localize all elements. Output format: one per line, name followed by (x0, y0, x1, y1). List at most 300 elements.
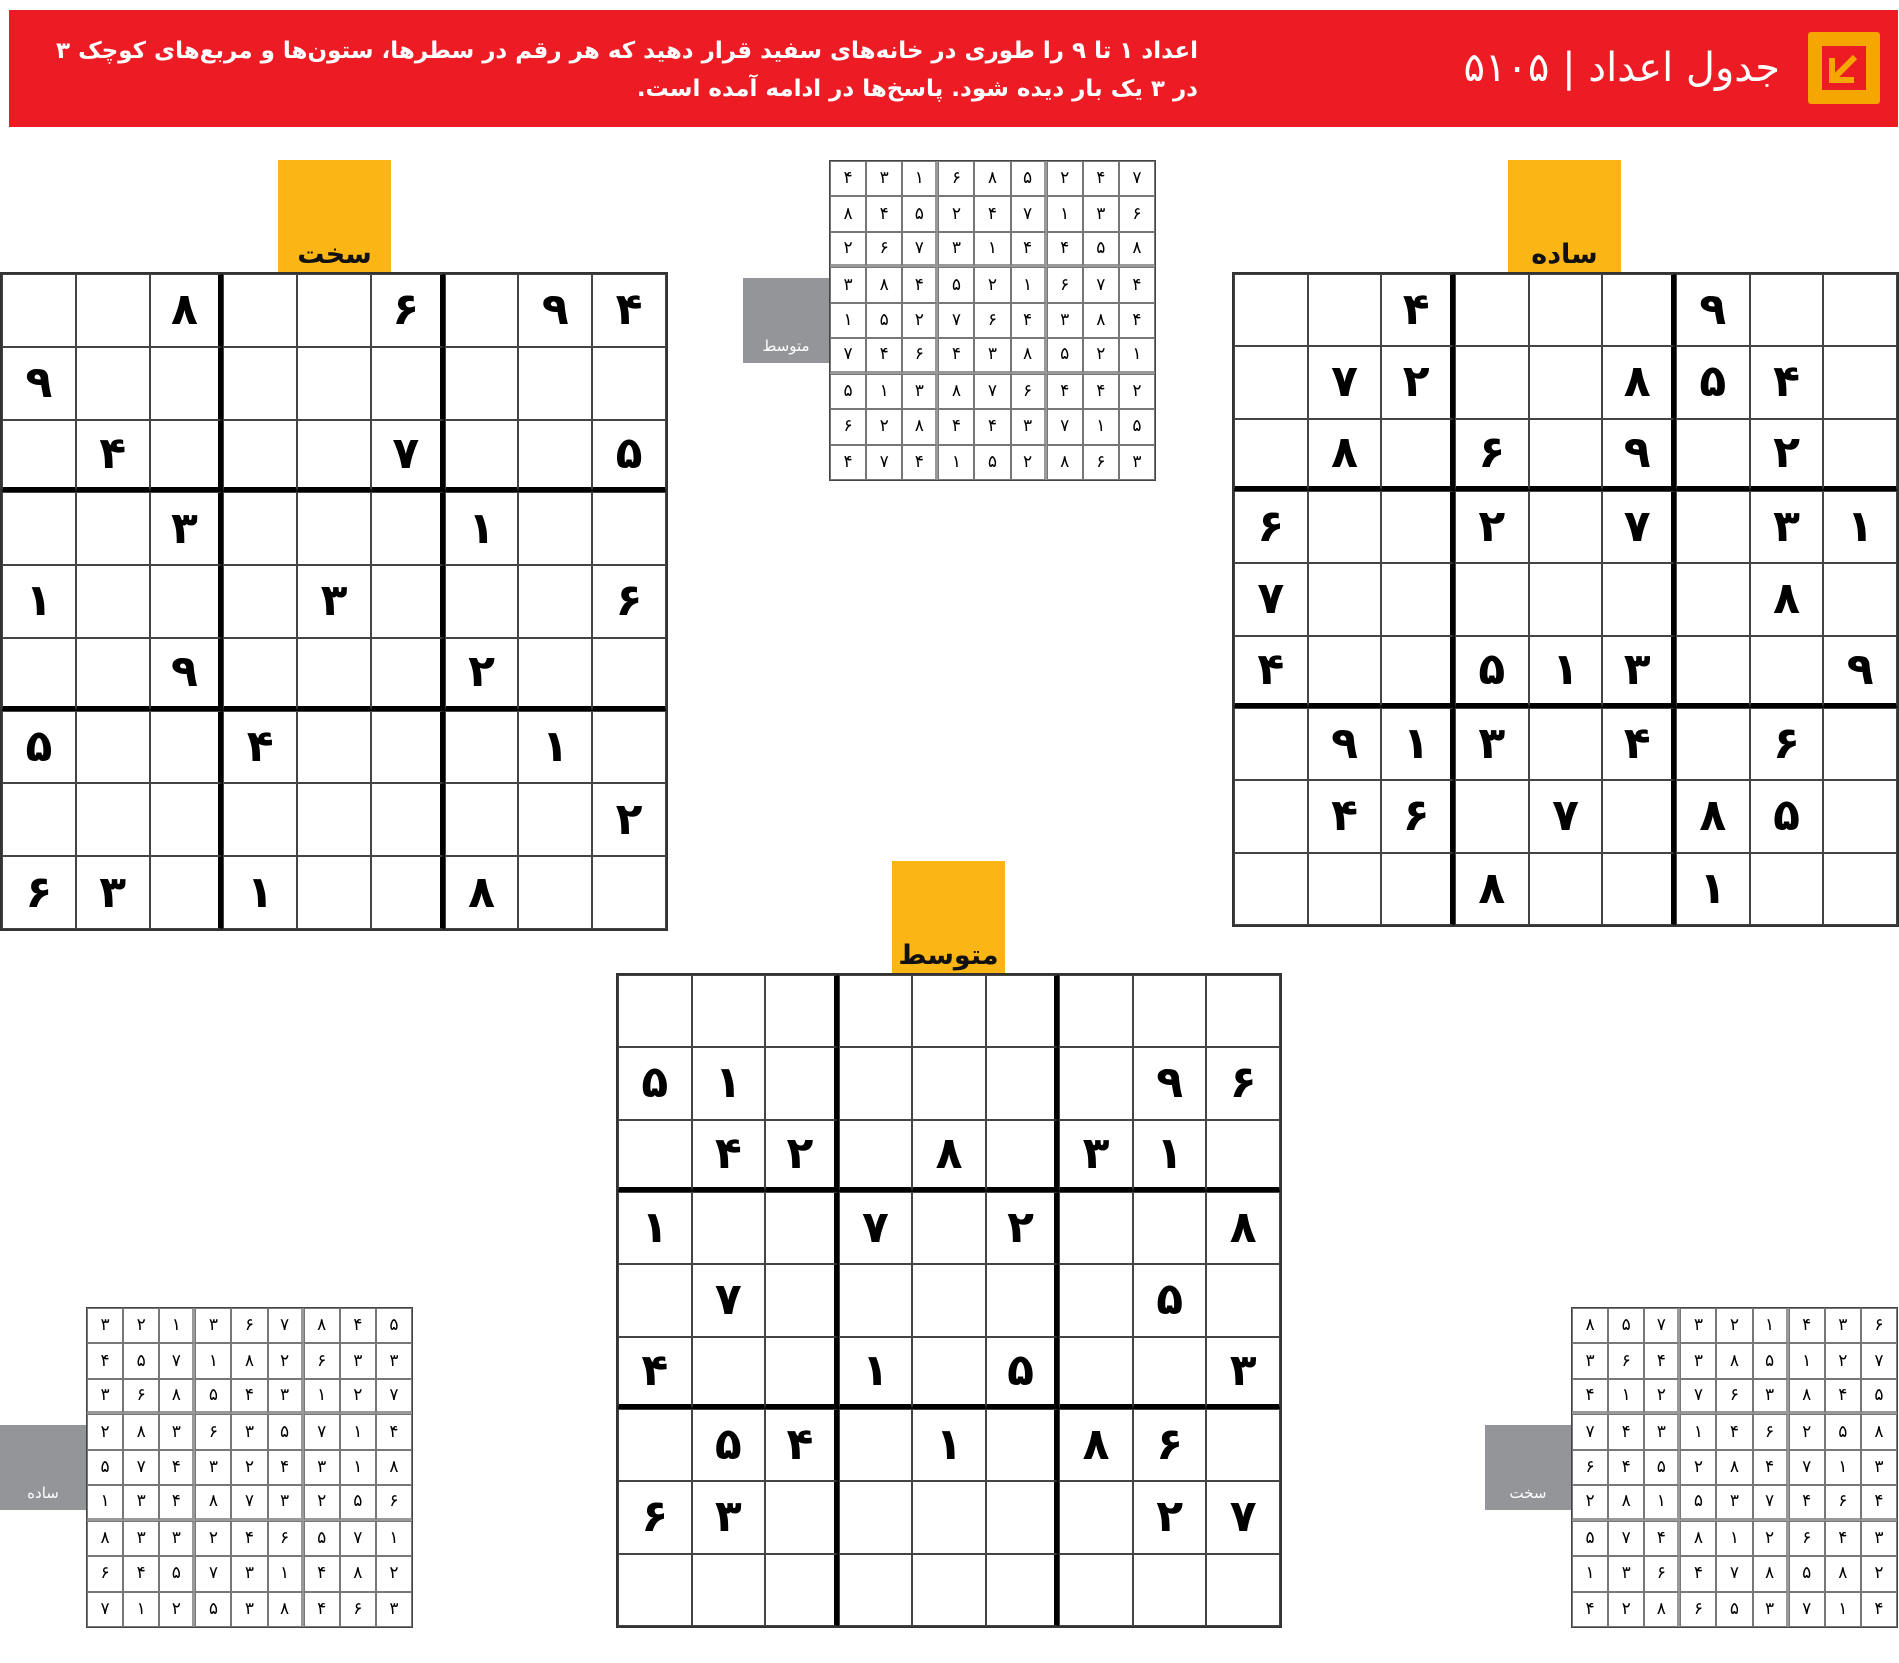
easy-puzzle-cell[interactable] (1823, 853, 1897, 925)
medium-answer-cell: ۲ (1119, 374, 1155, 409)
medium-answer-cell: ۵ (1011, 161, 1047, 196)
easy-puzzle-cell[interactable]: ۲ (1455, 491, 1529, 563)
medium-puzzle-cell[interactable] (618, 1409, 692, 1481)
medium-puzzle-cell[interactable] (765, 975, 839, 1047)
easy-puzzle-cell[interactable] (1823, 419, 1897, 491)
hard-puzzle-cell[interactable] (223, 274, 297, 347)
hard-answer-cell: ۴ (1680, 1556, 1716, 1591)
hard-puzzle-cell[interactable] (445, 420, 519, 493)
hard-puzzle-cell[interactable] (297, 492, 371, 565)
easy-puzzle-cell[interactable]: ۴ (1381, 274, 1455, 346)
medium-puzzle-cell[interactable] (765, 1047, 839, 1119)
easy-puzzle-cell[interactable] (1823, 780, 1897, 852)
medium-puzzle-cell[interactable] (986, 1047, 1060, 1119)
hard-puzzle-cell[interactable] (592, 711, 666, 784)
hard-puzzle-cell[interactable]: ۱ (223, 856, 297, 929)
hard-puzzle-cell[interactable] (371, 347, 445, 420)
medium-puzzle-cell[interactable]: ۹ (1133, 1047, 1207, 1119)
hard-puzzle-cell[interactable] (297, 638, 371, 711)
medium-puzzle-cell[interactable] (1059, 975, 1133, 1047)
medium-puzzle-cell[interactable] (1133, 1192, 1207, 1264)
hard-puzzle-cell[interactable] (445, 274, 519, 347)
easy-puzzle-cell[interactable]: ۹ (1676, 274, 1750, 346)
hard-puzzle-cell[interactable]: ۲ (445, 638, 519, 711)
hard-puzzle-cell[interactable] (518, 856, 592, 929)
hard-answer-cell: ۳ (1753, 1379, 1789, 1414)
hard-puzzle-cell[interactable] (297, 711, 371, 784)
hard-puzzle-cell[interactable] (518, 492, 592, 565)
hard-puzzle-cell[interactable] (371, 711, 445, 784)
hard-puzzle-cell[interactable] (223, 783, 297, 856)
easy-puzzle-cell[interactable] (1234, 708, 1308, 780)
medium-sudoku-grid[interactable] (616, 973, 1282, 1628)
easy-puzzle-cell[interactable]: ۶ (1455, 419, 1529, 491)
medium-answer-cell: ۱ (938, 445, 974, 480)
medium-puzzle-cell[interactable] (1206, 1264, 1280, 1336)
hard-answer-cell: ۴ (1608, 1450, 1644, 1485)
medium-puzzle-cell[interactable] (692, 975, 766, 1047)
hard-puzzle-cell[interactable] (150, 783, 224, 856)
easy-puzzle-cell[interactable]: ۸ (1750, 563, 1824, 635)
medium-puzzle-cell[interactable] (1133, 1337, 1207, 1409)
hard-puzzle-cell[interactable] (150, 856, 224, 929)
hard-answer-cell: ۸ (1716, 1343, 1752, 1378)
medium-puzzle-cell[interactable]: ۱ (839, 1337, 913, 1409)
medium-puzzle-cell[interactable]: ۲ (765, 1120, 839, 1192)
hard-puzzle-cell[interactable] (223, 420, 297, 493)
easy-puzzle-cell[interactable] (1750, 853, 1824, 925)
hard-puzzle-cell[interactable] (445, 783, 519, 856)
hard-puzzle-cell[interactable] (150, 420, 224, 493)
hard-puzzle-cell[interactable] (76, 638, 150, 711)
medium-puzzle-cell[interactable] (839, 1481, 913, 1553)
medium-answer-cell: ۱ (1011, 267, 1047, 302)
medium-puzzle-cell[interactable]: ۶ (618, 1481, 692, 1553)
medium-answer-cell: ۳ (830, 267, 866, 302)
hard-answer-cell: ۴ (1825, 1521, 1861, 1556)
hard-puzzle-cell[interactable]: ۷ (371, 420, 445, 493)
medium-puzzle-cell[interactable] (986, 1554, 1060, 1626)
easy-puzzle-cell[interactable] (1676, 563, 1750, 635)
easy-puzzle-cell[interactable]: ۸ (1602, 346, 1676, 418)
medium-answer-cell: ۴ (902, 445, 938, 480)
easy-puzzle-cell[interactable] (1750, 636, 1824, 708)
hard-puzzle-cell[interactable] (150, 347, 224, 420)
hard-puzzle-cell[interactable] (592, 347, 666, 420)
medium-puzzle-cell[interactable] (986, 975, 1060, 1047)
hard-puzzle-cell[interactable] (76, 711, 150, 784)
hard-puzzle-cell[interactable] (76, 492, 150, 565)
easy-puzzle-cell[interactable]: ۳ (1602, 636, 1676, 708)
medium-puzzle-cell[interactable] (839, 1409, 913, 1481)
hard-answer-cell: ۵ (1716, 1592, 1752, 1627)
hard-puzzle-cell[interactable] (223, 347, 297, 420)
medium-puzzle-cell[interactable] (1133, 1554, 1207, 1626)
easy-puzzle-cell[interactable] (1381, 636, 1455, 708)
medium-puzzle-cell[interactable]: ۴ (765, 1409, 839, 1481)
easy-answer-cell: ۸ (159, 1379, 195, 1414)
easy-puzzle-cell[interactable]: ۸ (1455, 853, 1529, 925)
medium-puzzle-cell[interactable] (692, 1554, 766, 1626)
hard-answer-cell: ۲ (1680, 1450, 1716, 1485)
hard-puzzle-cell[interactable] (150, 565, 224, 638)
medium-puzzle-cell[interactable] (1133, 975, 1207, 1047)
medium-puzzle-cell[interactable] (839, 1264, 913, 1336)
easy-puzzle-cell[interactable] (1381, 563, 1455, 635)
medium-puzzle-cell[interactable] (1206, 975, 1280, 1047)
medium-puzzle-cell[interactable]: ۱ (618, 1192, 692, 1264)
easy-puzzle-cell[interactable] (1381, 491, 1455, 563)
hard-puzzle-cell[interactable] (297, 856, 371, 929)
easy-puzzle-cell[interactable]: ۹ (1308, 708, 1382, 780)
medium-puzzle-cell[interactable] (986, 1481, 1060, 1553)
hard-answer-cell: ۴ (1572, 1592, 1608, 1627)
easy-puzzle-cell[interactable] (1234, 853, 1308, 925)
easy-answer-cell: ۲ (304, 1485, 340, 1520)
easy-puzzle-cell[interactable] (1234, 346, 1308, 418)
medium-puzzle-cell[interactable] (1059, 1337, 1133, 1409)
medium-puzzle-cell[interactable]: ۸ (1206, 1192, 1280, 1264)
medium-puzzle-cell[interactable] (912, 1047, 986, 1119)
medium-puzzle-cell[interactable] (986, 1120, 1060, 1192)
hard-puzzle-cell[interactable] (445, 347, 519, 420)
hard-puzzle-cell[interactable] (371, 492, 445, 565)
hard-puzzle-cell[interactable]: ۵ (2, 711, 76, 784)
easy-puzzle-cell[interactable]: ۶ (1234, 491, 1308, 563)
medium-answer-cell: ۲ (974, 267, 1010, 302)
hard-puzzle-cell[interactable] (518, 638, 592, 711)
hard-puzzle-cell[interactable] (2, 783, 76, 856)
hard-puzzle-cell[interactable] (518, 565, 592, 638)
easy-puzzle-cell[interactable] (1529, 853, 1603, 925)
easy-puzzle-cell[interactable] (1308, 636, 1382, 708)
medium-answer-cell: ۲ (830, 232, 866, 267)
hard-puzzle-cell[interactable]: ۳ (297, 565, 371, 638)
easy-puzzle-cell[interactable] (1529, 491, 1603, 563)
hard-puzzle-cell[interactable]: ۴ (76, 420, 150, 493)
easy-puzzle-cell[interactable] (1529, 419, 1603, 491)
easy-puzzle-cell[interactable]: ۴ (1602, 708, 1676, 780)
hard-puzzle-cell[interactable] (592, 638, 666, 711)
easy-puzzle-cell[interactable] (1234, 419, 1308, 491)
medium-puzzle-cell[interactable] (618, 975, 692, 1047)
hard-puzzle-cell[interactable] (76, 565, 150, 638)
medium-puzzle-cell[interactable] (986, 1264, 1060, 1336)
hard-answer-cell: ۲ (1825, 1343, 1861, 1378)
hard-answer-cell: ۸ (1861, 1414, 1897, 1449)
easy-answer-cell: ۴ (231, 1379, 267, 1414)
hard-puzzle-cell[interactable]: ۶ (592, 565, 666, 638)
hard-puzzle-cell[interactable]: ۲ (592, 783, 666, 856)
easy-puzzle-cell[interactable] (1455, 780, 1529, 852)
hard-puzzle-cell[interactable] (2, 274, 76, 347)
easy-puzzle-cell[interactable]: ۴ (1308, 780, 1382, 852)
medium-puzzle-cell[interactable] (1206, 1120, 1280, 1192)
medium-puzzle-cell[interactable] (1206, 1554, 1280, 1626)
easy-puzzle-cell[interactable] (1823, 346, 1897, 418)
medium-puzzle-cell[interactable]: ۱ (912, 1409, 986, 1481)
easy-puzzle-cell[interactable]: ۷ (1234, 563, 1308, 635)
hard-puzzle-cell[interactable] (223, 638, 297, 711)
medium-puzzle-cell[interactable]: ۳ (692, 1481, 766, 1553)
hard-sudoku-grid[interactable] (0, 272, 668, 931)
hard-puzzle-cell[interactable] (76, 274, 150, 347)
hard-answer-cell: ۱ (1789, 1343, 1825, 1378)
medium-puzzle-cell[interactable]: ۳ (1206, 1337, 1280, 1409)
hard-puzzle-cell[interactable]: ۹ (2, 347, 76, 420)
hard-puzzle-cell[interactable] (2, 492, 76, 565)
easy-puzzle-cell[interactable]: ۵ (1676, 346, 1750, 418)
medium-puzzle-cell[interactable]: ۵ (618, 1047, 692, 1119)
hard-puzzle-cell[interactable]: ۱ (2, 565, 76, 638)
hard-puzzle-cell[interactable] (371, 638, 445, 711)
hard-puzzle-cell[interactable]: ۶ (371, 274, 445, 347)
hard-puzzle-cell[interactable]: ۸ (445, 856, 519, 929)
easy-puzzle-cell[interactable] (1750, 274, 1824, 346)
easy-puzzle-cell[interactable] (1676, 636, 1750, 708)
hard-puzzle-cell[interactable] (518, 347, 592, 420)
easy-puzzle-cell[interactable]: ۱ (1529, 636, 1603, 708)
medium-puzzle-cell[interactable] (986, 1409, 1060, 1481)
easy-puzzle-cell[interactable] (1381, 419, 1455, 491)
easy-puzzle-cell[interactable] (1234, 780, 1308, 852)
medium-puzzle-cell[interactable]: ۱ (692, 1047, 766, 1119)
hard-answer-cell: ۷ (1680, 1379, 1716, 1414)
easy-answer-cell: ۵ (304, 1521, 340, 1556)
medium-puzzle-cell[interactable] (1059, 1192, 1133, 1264)
hard-puzzle-cell[interactable] (76, 783, 150, 856)
medium-puzzle-cell[interactable] (839, 1047, 913, 1119)
medium-puzzle-cell[interactable] (765, 1264, 839, 1336)
easy-puzzle-cell[interactable] (1529, 563, 1603, 635)
hard-puzzle-cell[interactable]: ۱ (445, 492, 519, 565)
medium-puzzle-cell[interactable] (912, 1337, 986, 1409)
medium-puzzle-cell[interactable]: ۲ (1133, 1481, 1207, 1553)
hard-puzzle-cell[interactable]: ۹ (518, 274, 592, 347)
medium-answer-cell: ۷ (938, 303, 974, 338)
easy-puzzle-cell[interactable] (1381, 853, 1455, 925)
medium-puzzle-cell[interactable] (912, 1554, 986, 1626)
medium-puzzle-cell[interactable] (618, 1554, 692, 1626)
hard-puzzle-cell[interactable] (371, 783, 445, 856)
hard-answer-cell: ۶ (1861, 1308, 1897, 1343)
easy-puzzle-cell[interactable]: ۱ (1676, 853, 1750, 925)
easy-puzzle-cell[interactable] (1823, 563, 1897, 635)
medium-answer-cell: ۱ (1119, 338, 1155, 373)
medium-puzzle-cell[interactable] (692, 1337, 766, 1409)
medium-puzzle-cell[interactable] (692, 1192, 766, 1264)
medium-puzzle-cell[interactable]: ۳ (1059, 1120, 1133, 1192)
medium-puzzle-cell[interactable] (839, 975, 913, 1047)
easy-puzzle-cell[interactable] (1455, 274, 1529, 346)
hard-puzzle-cell[interactable] (76, 347, 150, 420)
hard-puzzle-cell[interactable] (297, 420, 371, 493)
hard-puzzle-cell[interactable]: ۵ (592, 420, 666, 493)
hard-answer-cell: ۷ (1572, 1414, 1608, 1449)
medium-puzzle-cell[interactable]: ۶ (1133, 1409, 1207, 1481)
medium-puzzle-cell[interactable] (1059, 1481, 1133, 1553)
hard-puzzle-cell[interactable] (445, 711, 519, 784)
medium-puzzle-cell[interactable]: ۵ (986, 1337, 1060, 1409)
easy-puzzle-cell[interactable] (1602, 853, 1676, 925)
hard-puzzle-cell[interactable] (297, 783, 371, 856)
easy-puzzle-cell[interactable] (1308, 274, 1382, 346)
hard-puzzle-cell[interactable] (223, 565, 297, 638)
easy-puzzle-cell[interactable]: ۱ (1381, 708, 1455, 780)
easy-answer-cell: ۶ (87, 1556, 123, 1591)
easy-puzzle-cell[interactable]: ۸ (1676, 780, 1750, 852)
hard-answer-cell: ۶ (1644, 1556, 1680, 1591)
hard-answer-cell: ۸ (1716, 1450, 1752, 1485)
hard-answer-cell: ۶ (1789, 1521, 1825, 1556)
medium-puzzle-cell[interactable]: ۵ (692, 1409, 766, 1481)
hard-puzzle-cell[interactable] (592, 492, 666, 565)
medium-puzzle-cell[interactable] (912, 1481, 986, 1553)
medium-answer-cell: ۶ (902, 338, 938, 373)
easy-puzzle-cell[interactable] (1308, 491, 1382, 563)
hard-answer-cell: ۵ (1644, 1450, 1680, 1485)
easy-puzzle-cell[interactable] (1529, 708, 1603, 780)
medium-puzzle-cell[interactable] (765, 1337, 839, 1409)
medium-answer-cell: ۳ (938, 232, 974, 267)
easy-puzzle-cell[interactable]: ۳ (1750, 491, 1824, 563)
hard-puzzle-cell[interactable]: ۹ (150, 638, 224, 711)
hard-puzzle-cell[interactable] (371, 856, 445, 929)
easy-puzzle-cell[interactable] (1602, 274, 1676, 346)
hard-puzzle-cell[interactable]: ۱ (518, 711, 592, 784)
easy-puzzle-cell[interactable] (1676, 419, 1750, 491)
medium-puzzle-cell[interactable]: ۷ (839, 1192, 913, 1264)
easy-puzzle-cell[interactable] (1823, 274, 1897, 346)
easy-puzzle-cell[interactable]: ۲ (1750, 419, 1824, 491)
easy-answer-cell: ۲ (268, 1343, 304, 1378)
easy-puzzle-cell[interactable]: ۱ (1823, 491, 1897, 563)
hard-puzzle-cell[interactable] (297, 347, 371, 420)
hard-puzzle-cell[interactable] (592, 856, 666, 929)
medium-puzzle-cell[interactable] (839, 1554, 913, 1626)
medium-puzzle-cell[interactable] (765, 1481, 839, 1553)
easy-puzzle-cell[interactable]: ۷ (1602, 491, 1676, 563)
hard-puzzle-cell[interactable] (2, 638, 76, 711)
hard-puzzle-cell[interactable] (2, 420, 76, 493)
hard-answer-cell: ۱ (1716, 1521, 1752, 1556)
medium-answer-cell: ۴ (1047, 232, 1083, 267)
hard-puzzle-cell[interactable]: ۴ (223, 711, 297, 784)
hard-puzzle-cell[interactable]: ۴ (592, 274, 666, 347)
medium-puzzle-cell[interactable] (765, 1554, 839, 1626)
medium-puzzle-cell[interactable]: ۴ (692, 1120, 766, 1192)
hard-answer-cell: ۳ (1608, 1556, 1644, 1591)
easy-puzzle-cell[interactable] (1602, 780, 1676, 852)
easy-sudoku-grid[interactable] (1232, 272, 1899, 927)
easy-puzzle-cell[interactable] (1676, 491, 1750, 563)
medium-puzzle-cell[interactable]: ۱ (1133, 1120, 1207, 1192)
easy-puzzle-cell[interactable] (1308, 853, 1382, 925)
easy-puzzle-cell[interactable] (1823, 708, 1897, 780)
easy-answer-cell: ۲ (195, 1521, 231, 1556)
medium-answer-grid (829, 160, 1156, 481)
medium-puzzle-cell[interactable] (1206, 1409, 1280, 1481)
medium-puzzle-cell[interactable] (618, 1120, 692, 1192)
medium-answer-cell: ۵ (938, 267, 974, 302)
easy-puzzle-cell[interactable] (1308, 563, 1382, 635)
easy-answer-cell: ۳ (123, 1485, 159, 1520)
medium-puzzle-cell[interactable] (839, 1120, 913, 1192)
easy-puzzle-cell[interactable]: ۶ (1381, 780, 1455, 852)
easy-puzzle-cell[interactable]: ۷ (1308, 346, 1382, 418)
easy-puzzle-cell[interactable]: ۴ (1234, 636, 1308, 708)
easy-puzzle-cell[interactable]: ۳ (1455, 708, 1529, 780)
medium-puzzle-cell[interactable]: ۵ (1133, 1264, 1207, 1336)
hard-puzzle-cell[interactable]: ۶ (2, 856, 76, 929)
easy-puzzle-cell[interactable]: ۷ (1529, 780, 1603, 852)
medium-puzzle-cell[interactable] (1059, 1047, 1133, 1119)
medium-puzzle-cell[interactable]: ۷ (1206, 1481, 1280, 1553)
medium-puzzle-cell[interactable]: ۲ (986, 1192, 1060, 1264)
medium-puzzle-cell[interactable] (912, 1264, 986, 1336)
hard-puzzle-cell[interactable] (518, 420, 592, 493)
medium-puzzle-cell[interactable]: ۸ (912, 1120, 986, 1192)
medium-puzzle-cell[interactable] (1059, 1264, 1133, 1336)
hard-puzzle-cell[interactable] (150, 711, 224, 784)
easy-puzzle-cell[interactable]: ۲ (1381, 346, 1455, 418)
hard-puzzle-cell[interactable] (223, 492, 297, 565)
easy-puzzle-cell[interactable] (1529, 346, 1603, 418)
medium-puzzle-cell[interactable]: ۴ (618, 1337, 692, 1409)
medium-puzzle-cell[interactable] (1059, 1554, 1133, 1626)
hard-answer-cell: ۵ (1608, 1308, 1644, 1343)
medium-puzzle-cell[interactable] (618, 1264, 692, 1336)
hard-answer-cell: ۱ (1825, 1450, 1861, 1485)
easy-puzzle-cell[interactable]: ۹ (1823, 636, 1897, 708)
easy-puzzle-cell[interactable]: ۵ (1750, 780, 1824, 852)
easy-puzzle-cell[interactable] (1529, 274, 1603, 346)
hard-puzzle-cell[interactable] (445, 565, 519, 638)
easy-puzzle-cell[interactable] (1455, 563, 1529, 635)
medium-puzzle-cell[interactable]: ۶ (1206, 1047, 1280, 1119)
easy-puzzle-cell[interactable]: ۵ (1455, 636, 1529, 708)
medium-answer-cell: ۸ (974, 161, 1010, 196)
hard-answer-cell: ۱ (1644, 1485, 1680, 1520)
medium-puzzle-cell[interactable] (912, 975, 986, 1047)
hard-answer-cell: ۸ (1644, 1592, 1680, 1627)
hard-puzzle-cell[interactable]: ۳ (76, 856, 150, 929)
easy-puzzle-cell[interactable]: ۶ (1750, 708, 1824, 780)
hard-puzzle-cell[interactable] (297, 274, 371, 347)
medium-puzzle-cell[interactable]: ۷ (692, 1264, 766, 1336)
easy-puzzle-cell[interactable]: ۹ (1602, 419, 1676, 491)
hard-puzzle-cell[interactable]: ۸ (150, 274, 224, 347)
hard-puzzle-cell[interactable]: ۳ (150, 492, 224, 565)
easy-puzzle-cell[interactable] (1234, 274, 1308, 346)
easy-puzzle-cell[interactable] (1602, 563, 1676, 635)
easy-answer-cell: ۶ (376, 1485, 412, 1520)
medium-puzzle-cell[interactable] (765, 1192, 839, 1264)
easy-puzzle-cell[interactable]: ۴ (1750, 346, 1824, 418)
easy-puzzle-cell[interactable] (1455, 346, 1529, 418)
easy-puzzle-cell[interactable] (1676, 708, 1750, 780)
medium-puzzle-cell[interactable] (912, 1192, 986, 1264)
medium-puzzle-cell[interactable]: ۸ (1059, 1409, 1133, 1481)
easy-answer-cell: ۱ (123, 1592, 159, 1627)
medium-answer-cell: ۲ (1047, 161, 1083, 196)
easy-puzzle-cell[interactable]: ۸ (1308, 419, 1382, 491)
hard-puzzle-cell[interactable] (518, 783, 592, 856)
page-header (9, 10, 1898, 127)
hard-puzzle-cell[interactable] (371, 565, 445, 638)
easy-answer-cell: ۴ (159, 1450, 195, 1485)
easy-answer-cell: ۳ (231, 1414, 267, 1449)
